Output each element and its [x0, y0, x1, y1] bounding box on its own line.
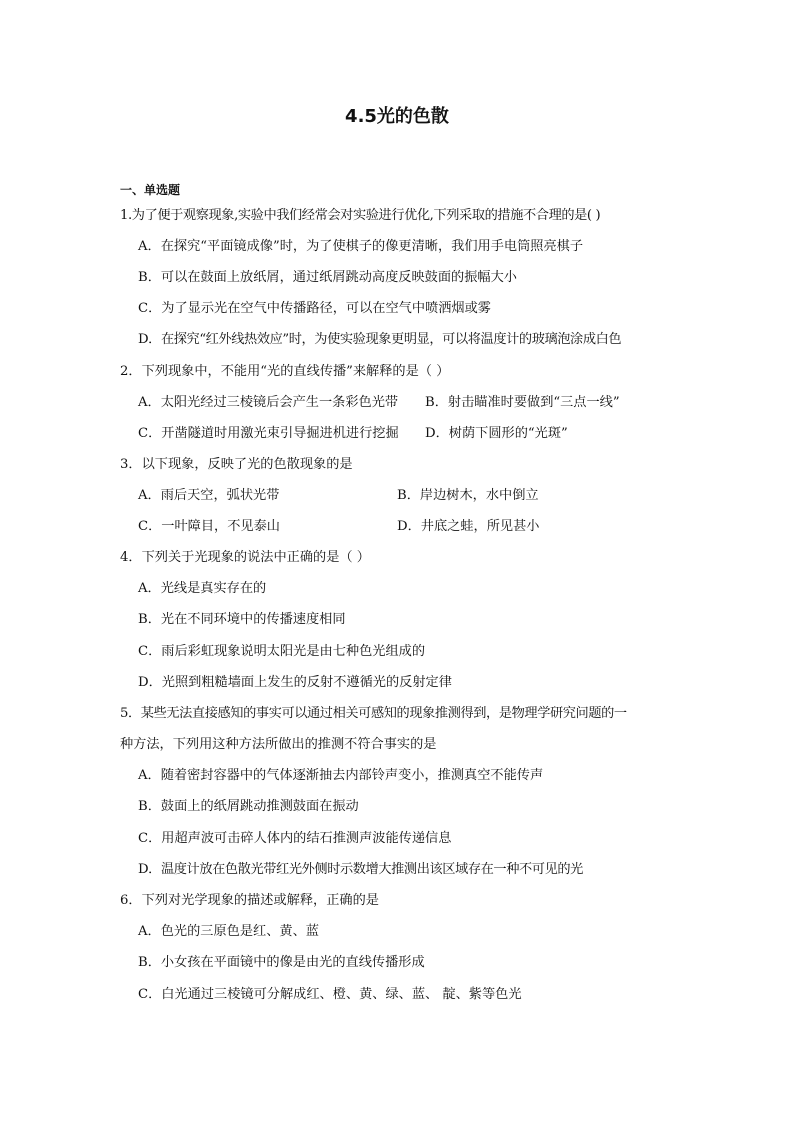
page-title: 4.5光的色散	[345, 106, 449, 127]
question-2-option-a: A．太阳光经过三棱镜后会产生一条彩色光带	[138, 395, 399, 410]
question-1-option-b: B．可以在鼓面上放纸屑，通过纸屑跳动高度反映鼓面的振幅大小	[138, 270, 517, 285]
question-6-option-c: C．白光通过三棱镜可分解成红、橙、黄、绿、蓝、 靛、紫等色光	[138, 987, 522, 1002]
question-4-stem: 4．下列关于光现象的说法中正确的是（ ）	[120, 550, 370, 565]
question-2-option-c: C．开凿隧道时用激光束引导掘进机进行挖掘	[138, 426, 399, 441]
question-6-stem: 6．下列对光学现象的描述或解释，正确的是	[120, 893, 379, 908]
question-5-option-b: B．鼓面上的纸屑跳动推测鼓面在振动	[138, 799, 359, 814]
question-4-option-a: A．光线是真实存在的	[138, 581, 267, 596]
question-1-option-a: A．在探究“平面镜成像”时，为了使棋子的像更清晰，我们用手电筒照亮棋子	[138, 239, 584, 254]
question-4-option-c: C．雨后彩虹现象说明太阳光是由七种色光组成的	[138, 644, 426, 659]
question-3-stem: 3．以下现象，反映了光的色散现象的是	[120, 457, 353, 472]
question-2-option-b: B．射击瞄准时要做到“三点一线”	[425, 395, 620, 410]
question-1-option-c: C．为了显示光在空气中传播路径，可以在空气中喷洒烟或雾	[138, 301, 491, 316]
question-5-option-d: D．温度计放在色散光带红光外侧时示数增大推测出该区域存在一种不可见的光	[138, 862, 583, 877]
question-6-option-a: A．色光的三原色是红、黄、蓝	[138, 924, 319, 939]
question-2-stem: 2．下列现象中，不能用“光的直线传播”来解释的是（ ）	[120, 364, 450, 379]
question-5-option-a: A．随着密封容器中的气体逐渐抽去内部铃声变小，推测真空不能传声	[138, 768, 544, 783]
question-6-option-b: B．小女孩在平面镜中的像是由光的直线传播形成	[138, 955, 425, 970]
question-1-stem: 1.为了便于观察现象,实验中我们经常会对实验进行优化,下列采取的措施不合理的是( )	[120, 208, 601, 223]
question-2-option-d: D．树荫下圆形的“光斑”	[425, 426, 568, 441]
question-3-option-c: C．一叶障目，不见泰山	[138, 519, 280, 534]
question-5-stem-line-1: 5．某些无法直接感知的事实可以通过相关可感知的现象推测得到，是物理学研究问题的一	[120, 706, 627, 721]
question-1-option-d: D．在探究“红外线热效应”时，为使实验现象更明显，可以将温度计的玻璃泡涂成白色	[138, 332, 622, 347]
question-4-option-d: D．光照到粗糙墙面上发生的反射不遵循光的反射定律	[138, 675, 452, 690]
section-heading: 一、单选题	[120, 183, 181, 197]
question-4-option-b: B．光在不同环境中的传播速度相同	[138, 612, 346, 627]
question-3-option-a: A．雨后天空，弧状光带	[138, 488, 280, 503]
question-5-stem-line-2: 种方法，下列用这种方法所做出的推测不符合事实的是	[120, 737, 437, 752]
question-3-option-d: D．井底之蛙，所见甚小	[397, 519, 540, 534]
question-5-option-c: C．用超声波可击碎人体内的结石推测声波能传递信息	[138, 831, 452, 846]
question-3-option-b: B．岸边树木，水中倒立	[397, 488, 539, 503]
